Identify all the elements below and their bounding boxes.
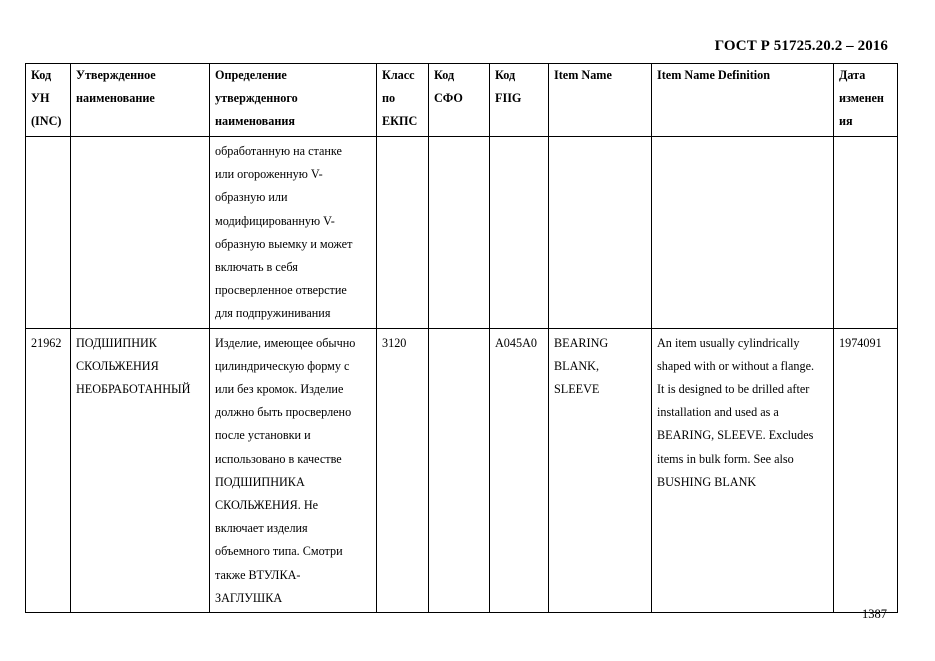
continuation-date-cell	[834, 137, 898, 329]
fiig-code-cell: A045A0	[490, 328, 549, 612]
continuation-item-name-cell	[549, 137, 652, 329]
continuation-definition-cell: обработанную на станке или огороженную V- образную или модифицированную V- образную выемку и может включать в себя просверленное отверстие для подпружинивания	[210, 137, 377, 329]
header-inc: Код УН (INC)	[26, 64, 71, 137]
change-date-cell: 1974091	[834, 328, 898, 612]
continuation-fiig-cell	[490, 137, 549, 329]
inc-code-cell: 21962	[26, 328, 71, 612]
continuation-inc-cell	[26, 137, 71, 329]
header-item-name: Item Name	[549, 64, 652, 137]
item-name-cell: BEARING BLANK, SLEEVE	[549, 328, 652, 612]
approved-name-cell: ПОДШИПНИК СКОЛЬЖЕНИЯ НЕОБРАБОТАННЫЙ	[71, 328, 210, 612]
header-sfo-code: Код СФО	[429, 64, 490, 137]
sfo-code-cell	[429, 328, 490, 612]
definition-cell: Изделие, имеющее обычно цилиндрическую форму с или без кромок. Изделие должно быть просверлено после установки и использовано в качестве ПОДШИПНИКА СКОЛЬЖЕНИЯ. Не включает изделия объемного типа. Смотри также ВТУЛКА- ЗАГЛУШКА	[210, 328, 377, 612]
table-row	[26, 137, 898, 329]
continuation-name-cell	[71, 137, 210, 329]
continuation-ekps-cell	[377, 137, 429, 329]
header-fiig-code: Код FIIG	[490, 64, 549, 137]
item-name-definition-cell: An item usually cylindrically shaped with or without a flange. It is designed to be drilled after installation and used as a BEARING, SLEEVE. Excludes items in bulk form. See also BUSHING BLANK	[652, 328, 834, 612]
header-change-date: Дата изменен ия	[834, 64, 898, 137]
page-number: 1387	[862, 607, 887, 621]
header-ekps-class: Класс по ЕКПС	[377, 64, 429, 137]
table-row	[26, 328, 898, 612]
ekps-class-cell: 3120	[377, 328, 429, 612]
header-approved-name: Утвержденное наименование	[71, 64, 210, 137]
header-item-name-definition: Item Name Definition	[652, 64, 834, 137]
item-names-table	[25, 63, 898, 613]
continuation-item-definition-cell	[652, 137, 834, 329]
header-definition: Определение утвержденного наименования	[210, 64, 377, 137]
continuation-sfo-cell	[429, 137, 490, 329]
table-header-row	[26, 64, 898, 137]
standard-designation: ГОСТ Р 51725.20.2 – 2016	[714, 38, 888, 54]
